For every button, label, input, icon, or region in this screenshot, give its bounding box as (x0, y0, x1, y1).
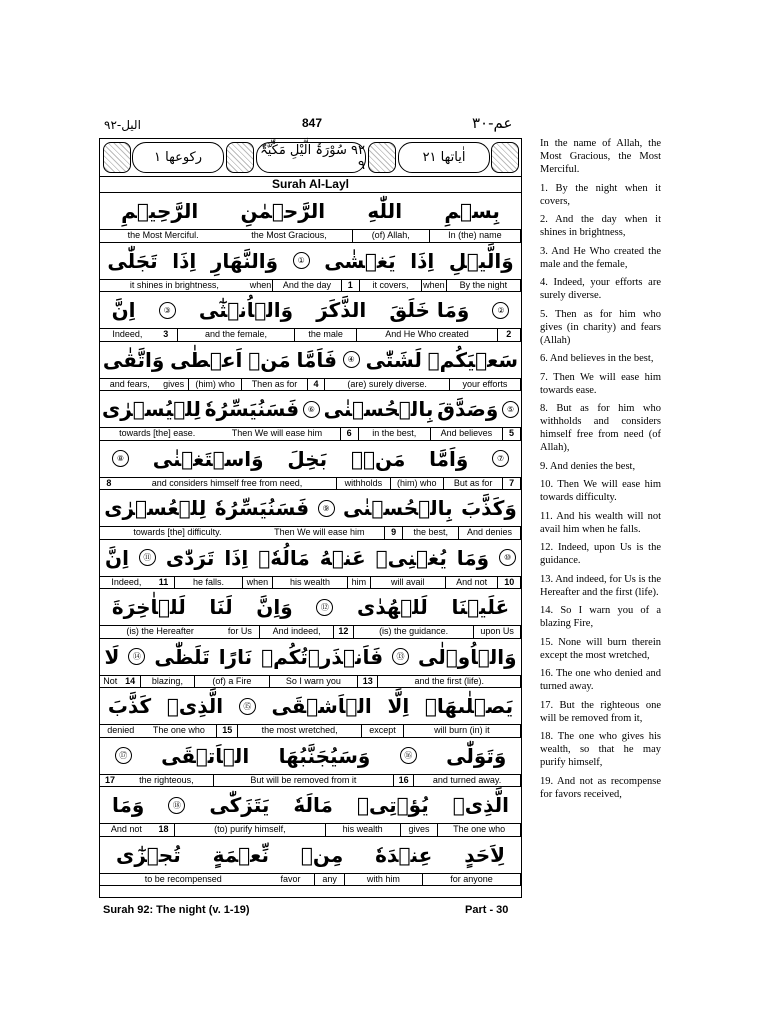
verse-row (100, 738, 521, 788)
word-translation-cell: and turned away. (414, 774, 521, 787)
verse-row (100, 639, 521, 689)
arabic-word: بَخِلَ (287, 446, 328, 471)
verse-translation: In the name of Allah, the Most Gracious, the Most Merciful. (540, 138, 661, 175)
verse-translation: 14. So I warn you of a blazing Fire, (540, 605, 661, 629)
arabic-word: لَشَتّٰى (365, 347, 422, 372)
arabic-word: وَسَيُجَنَّبُهَا (278, 743, 371, 768)
arabic-line (100, 738, 521, 774)
ayah-end-marker-icon: ④ (343, 351, 360, 368)
arabic-word: اِنَّ (105, 545, 129, 570)
verse-translation: 9. And denies the best, (540, 460, 636, 472)
verse-translation: 2. And the day when it shines in brightness, (540, 214, 661, 238)
arabic-word: فَسَنُيَسِّرُهٗ (204, 397, 300, 421)
word-translation-cell: his wealth (326, 823, 401, 836)
arabic-word: تَلَظّٰى (154, 644, 210, 669)
verse-row (100, 787, 521, 837)
arabic-word: بِالۡحُسۡنٰى (323, 397, 434, 421)
arabic-word: تُجۡزٰٓى (116, 842, 181, 867)
word-translation-cell: (is) the Hereafter (100, 625, 220, 638)
verse-number-cell: 15 (217, 724, 238, 737)
word-translation-cell: and considers himself free from need, (118, 477, 337, 490)
word-translation-cell: to be recompensed (100, 873, 266, 886)
banner-ayahs: اٰیاتھا ۲۱ (398, 142, 490, 173)
arabic-word: الرَّحِيۡمِ (121, 199, 199, 223)
word-translation-cell: when (249, 279, 274, 292)
arabic-word: وَاَمَّا (429, 446, 469, 471)
arabic-word: عِنۡدَهٗ (375, 842, 433, 867)
word-translation-cell: and fears, (100, 378, 159, 391)
word-translation-cell: your efforts (450, 378, 521, 391)
verse-translation: 5. Then as for him who gives (in charity) and fears (Allah) (540, 308, 661, 346)
arabic-word: يَتَزَكّٰى (209, 793, 270, 817)
word-translation-cell: the Most Gracious, (226, 229, 352, 242)
arabic-word: مَالَهٗ (293, 793, 333, 817)
word-translation-cell: the best, (403, 526, 459, 539)
arabic-word: الَّذِىۡ (166, 694, 224, 718)
word-translation-cell: and the female, (178, 328, 295, 341)
word-translation-cell: he falls. (175, 576, 243, 589)
word-translation-cell: Indeed, (100, 576, 153, 589)
center-right-ornament-icon (368, 142, 396, 173)
arabic-word: وَمَا خَلَقَ (389, 298, 470, 322)
arabic-word: يُغۡنِىۡ (375, 545, 447, 570)
verse-number-cell: 17 (100, 774, 120, 787)
arabic-word: لَلۡهُدٰى (357, 595, 428, 619)
word-translation-cell: the righteous, (120, 774, 214, 787)
arabic-line (100, 243, 521, 279)
verse-number-cell: 2 (498, 328, 521, 341)
word-translation-cell: But will be removed from it (214, 774, 394, 787)
arabic-word: يَغۡشٰى (324, 248, 396, 273)
verse-translation: 12. Indeed, upon Us is the guidance. (540, 542, 661, 566)
word-translation-cell: the most wretched, (238, 724, 362, 737)
verse-number-cell: 6 (341, 427, 359, 440)
arabic-word: اِذَا (224, 545, 249, 570)
arabic-word: الرَّحۡمٰنِ (240, 199, 326, 223)
arabic-word: كَذَّبَ (107, 694, 152, 718)
translation-line (100, 873, 521, 886)
side-translation (540, 137, 661, 806)
arabic-word: بِالۡحُسۡنٰى (342, 496, 453, 520)
verse-translation: 11. And his wealth will not avail him when he falls. (540, 510, 661, 535)
arabic-word: تَجَلّٰى (107, 248, 158, 273)
ayah-end-marker-icon: ⑭ (128, 648, 145, 665)
left-ornament-icon (103, 142, 131, 173)
word-translation-cell: And denies (459, 526, 521, 539)
header-part-label: عم-۳۰ (472, 114, 513, 132)
verse-row (100, 540, 521, 590)
word-translation-cell: the male (295, 328, 357, 341)
arabic-word: مَالُهٗۤ (258, 545, 310, 570)
translation-line (100, 427, 521, 440)
translation-line (100, 675, 521, 688)
ayah-end-marker-icon: ⑩ (499, 549, 516, 566)
verse-translation: 17. But the righteous one will be removed from it, (540, 699, 661, 724)
word-translation-cell: (is) the guidance. (354, 625, 474, 638)
ayah-end-marker-icon: ⑤ (502, 401, 519, 418)
translation-line (100, 576, 521, 589)
word-translation-cell: towards [the] difficulty. (100, 526, 255, 539)
word-translation-cell: upon Us (474, 625, 521, 638)
arabic-word: اِذَا (410, 248, 435, 273)
verse-translation: 19. And not as recompense for favors received, (540, 775, 661, 800)
ayah-end-marker-icon: ⑮ (239, 698, 256, 715)
ayah-end-marker-icon: ⑪ (139, 549, 156, 566)
arabic-word: سَعۡيَكُمۡ (427, 347, 519, 372)
arabic-word: يُؤۡتِىۡ (356, 793, 429, 817)
word-by-word-panel (99, 138, 522, 898)
right-ornament-icon (491, 142, 519, 173)
word-translation-cell: And not (100, 823, 153, 836)
verse-number-cell: 9 (385, 526, 404, 539)
arabic-word: تَرَدّٰى (165, 545, 215, 570)
arabic-word: اِلَّا (387, 694, 410, 718)
center-left-ornament-icon (226, 142, 254, 173)
word-translation-cell: So I warn you (270, 675, 358, 688)
arabic-word: وَمَا (456, 545, 490, 570)
word-translation-cell: The one who (438, 823, 521, 836)
verse-row (100, 292, 521, 342)
word-translation-cell: Then We will ease him (255, 526, 385, 539)
translation-line (100, 378, 521, 391)
word-translation-cell: his wealth (273, 576, 348, 589)
arabic-word: فَاَمَّا (296, 347, 337, 372)
translation-line (100, 229, 521, 242)
verse-number-cell: 1 (342, 279, 361, 292)
verse-translation: 16. The one who denied and turned away. (540, 668, 661, 692)
ayah-end-marker-icon: ③ (159, 302, 176, 319)
verse-row (100, 490, 521, 540)
arabic-line (100, 342, 521, 378)
verse-number-cell: 12 (334, 625, 354, 638)
verse-translation: 7. Then We will ease him towards ease. (540, 371, 661, 396)
verse-row (100, 193, 521, 243)
word-translation-cell: (are) surely diverse. (325, 378, 450, 391)
ayah-end-marker-icon: ⑧ (112, 450, 129, 467)
verse-translation: 6. And believes in the best, (540, 353, 654, 364)
arabic-word: وَالۡاُوۡلٰى (418, 644, 517, 669)
arabic-word: وَمَا (112, 793, 145, 817)
word-translation-cell: it covers, (360, 279, 422, 292)
arabic-line (100, 490, 521, 526)
word-translation-cell: will avail (371, 576, 446, 589)
word-translation-cell: Indeed, (100, 328, 155, 341)
verse-number-cell: 7 (503, 477, 521, 490)
verse-row (100, 391, 521, 441)
verse-translation: 13. And indeed, for Us is the Hereafter and the first (life). (540, 573, 661, 598)
translation-line (100, 279, 521, 292)
verse-number-cell: 13 (358, 675, 378, 688)
arabic-word: الَّذِىۡ (452, 793, 509, 817)
word-translation-cell: But as for (444, 477, 503, 490)
word-translation-cell: when (422, 279, 447, 292)
translation-line (100, 328, 521, 341)
verse-row (100, 342, 521, 392)
verse-number-cell: 4 (308, 378, 326, 391)
translation-line (100, 477, 521, 490)
footer-part: Part - 30 (465, 904, 509, 916)
word-translation-cell: (him) who (391, 477, 444, 490)
arabic-word: اِذَا (172, 248, 197, 273)
arabic-line (100, 292, 521, 328)
ayah-end-marker-icon: ⑬ (392, 648, 409, 665)
arabic-word: اَعۡطٰى (170, 347, 243, 372)
word-translation-cell: for Us (220, 625, 260, 638)
arabic-word: الذَّكَرَ (316, 298, 367, 322)
arabic-word: وَاسۡتَغۡنٰى (152, 446, 264, 471)
arabic-word: اللّٰهِ (367, 199, 403, 223)
verse-translation: 8. But as for him who withholds and considers himself free from need (of Allah), (540, 403, 661, 453)
word-translation-cell: (to) purify himself, (175, 823, 325, 836)
word-translation-cell: with him (345, 873, 423, 886)
verse-number-cell: 10 (498, 576, 521, 589)
verse-translation: 3. And He Who created the male and the female, (540, 245, 661, 270)
footer-surah: Surah 92: The night (v. 1-19) (103, 904, 250, 916)
verse-translation: 15. None will burn therein except the most wretched, (540, 636, 661, 661)
arabic-word: وَاتَّقٰى (102, 347, 165, 372)
ayah-end-marker-icon: ① (293, 252, 310, 269)
word-translation-cell: for anyone (423, 873, 521, 886)
banner-rukus: رکوعھا ۱ (132, 142, 224, 173)
verse-row (100, 837, 521, 887)
arabic-word: الۡاَشۡقَى (271, 694, 372, 718)
arabic-word: وَالَّيۡلِ (448, 248, 514, 273)
arabic-word: فَاَنۡذَرۡتُكُمۡ (261, 644, 384, 669)
surah-title: Surah Al-Layl (100, 176, 521, 193)
word-translation-cell: And the day (273, 279, 341, 292)
word-translation-cell: favor (266, 873, 315, 886)
arabic-word: نِّعۡمَةٍ (212, 842, 269, 867)
arabic-word: الۡاَتۡقَى (161, 743, 250, 768)
arabic-word: وَالۡاُنۡثٰٓى (198, 298, 294, 322)
arabic-word: وَكَذَّبَ (461, 496, 517, 520)
ayah-end-marker-icon: ⑥ (303, 401, 320, 418)
word-translation-cell: it shines in brightness, (100, 279, 249, 292)
word-translation-cell: And He Who created (357, 328, 497, 341)
ayah-end-marker-icon: ⑫ (316, 599, 333, 616)
word-translation-cell: (of) Allah, (353, 229, 430, 242)
ayah-end-marker-icon: ⑱ (168, 797, 185, 814)
word-translation-cell: the Most Merciful. (100, 229, 226, 242)
arabic-line (100, 391, 521, 427)
arabic-word: اِنَّ (111, 298, 136, 322)
word-translation-cell: gives (159, 378, 189, 391)
word-translation-cell: and the first (life). (378, 675, 521, 688)
arabic-word: لِاَحَدٍ (464, 842, 506, 867)
arabic-line (100, 540, 521, 576)
translation-line (100, 823, 521, 836)
arabic-word: عَنۡهُ (319, 545, 366, 570)
arabic-word: وَصَدَّقَ (437, 397, 499, 421)
arabic-word: لِلۡعُسۡرٰى (104, 496, 207, 520)
verse-row (100, 441, 521, 491)
header-surah-label: الیل-۹۲ (104, 118, 141, 132)
verse-number-cell: 18 (153, 823, 176, 836)
word-translation-cell: him (348, 576, 371, 589)
word-translation-cell: gives (401, 823, 439, 836)
arabic-word: نَارًا (218, 644, 253, 669)
ayah-end-marker-icon: ② (492, 302, 509, 319)
arabic-word: لَنَا (209, 595, 233, 619)
arabic-word: يَصۡلٰٮهَاۤ (424, 694, 514, 718)
word-translation-cell: towards [the] ease. (100, 427, 214, 440)
translation-line (100, 625, 521, 638)
word-translation-cell: except (362, 724, 403, 737)
verse-translation: 18. The one who gives his wealth, so that he may purify himself, (540, 731, 661, 768)
verse-row (100, 243, 521, 293)
word-translation-cell: (him) who (189, 378, 242, 391)
word-translation-cell: (of) a Fire (195, 675, 270, 688)
surah-banner (100, 139, 521, 177)
arabic-line (100, 193, 521, 229)
arabic-line (100, 787, 521, 823)
word-translation-cell: Then We will ease him (214, 427, 340, 440)
word-translation-cell: Then as for (242, 378, 307, 391)
arabic-word: وَاِنَّ (256, 595, 293, 619)
verse-row (100, 688, 521, 738)
ayah-end-marker-icon: ⑦ (492, 450, 509, 467)
page-number: 847 (302, 116, 323, 130)
word-translation-cell: blazing, (141, 675, 195, 688)
word-translation-cell: By the night (447, 279, 521, 292)
ayah-end-marker-icon: ⑰ (115, 747, 132, 764)
verse-translation: 1. By the night when it covers, (540, 182, 661, 207)
word-translation-cell: In (the) name (430, 229, 521, 242)
ayah-end-marker-icon: ⑨ (318, 500, 335, 517)
arabic-word: مِنۡ (300, 842, 344, 867)
word-translation-cell: in the best, (359, 427, 431, 440)
verse-row (100, 589, 521, 639)
word-translation-cell: any (315, 873, 344, 886)
word-translation-cell: denied (100, 724, 141, 737)
verse-number-cell: 14 (120, 675, 140, 688)
verse-number-cell: 8 (100, 477, 118, 490)
arabic-word: لِلۡيُسۡرٰى (101, 397, 201, 421)
word-translation-cell: The one who (141, 724, 217, 737)
arabic-word: لَلۡاٰخِرَةَ (111, 595, 186, 619)
word-translation-cell: will burn (in) it (404, 724, 521, 737)
arabic-line (100, 639, 521, 675)
arabic-word: مَنۡۢ (350, 446, 406, 471)
translation-line (100, 724, 521, 737)
verse-translation: 4. Indeed, your efforts are surely diverse. (540, 277, 661, 301)
word-translation-cell: And indeed, (260, 625, 334, 638)
ayah-end-marker-icon: ⑯ (400, 747, 417, 764)
arabic-word: عَلَيۡنَا (451, 595, 510, 619)
arabic-line (100, 837, 521, 873)
word-translation-cell: withholds (337, 477, 390, 490)
verse-number-cell: 5 (503, 427, 521, 440)
arabic-line (100, 441, 521, 477)
arabic-line (100, 589, 521, 625)
arabic-word: وَتَوَلّٰى (446, 743, 507, 768)
arabic-word: فَسَنُيَسِّرُهٗ (214, 496, 310, 520)
translation-line (100, 526, 521, 539)
arabic-line (100, 688, 521, 724)
verse-number-cell: 3 (155, 328, 178, 341)
word-translation-cell: And not (446, 576, 499, 589)
verse-translation: 10. Then We will ease him towards difficulty. (540, 479, 661, 503)
word-translation-cell: Not (100, 675, 120, 688)
translation-line (100, 774, 521, 787)
word-translation-cell: when (243, 576, 273, 589)
banner-surah-name: ۹۲ سُوْرَۃُ الَّیْلِ مَکِّیَّۃٌ ۹ (256, 142, 366, 173)
arabic-word: لَا (104, 644, 120, 669)
arabic-word: مَنۡ (248, 347, 291, 372)
arabic-word: وَالنَّهَارِ (210, 248, 279, 273)
verse-number-cell: 11 (153, 576, 176, 589)
arabic-word: بِسۡمِ (444, 199, 500, 223)
verse-number-cell: 16 (394, 774, 414, 787)
word-translation-cell: And believes (431, 427, 503, 440)
